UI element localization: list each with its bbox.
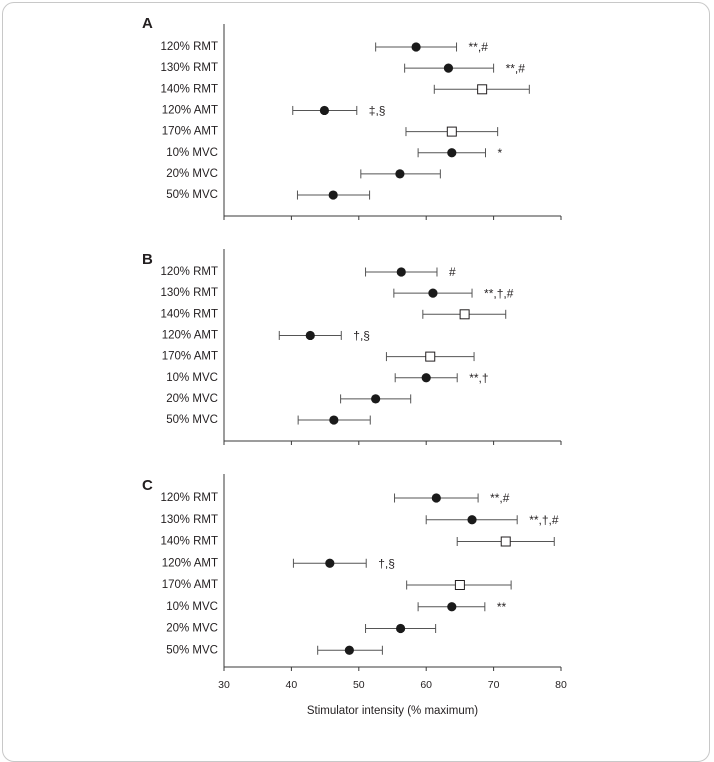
data-point-filled-circle bbox=[395, 169, 404, 178]
y-tick-label: 170% AMT bbox=[161, 125, 218, 138]
panel-label: A bbox=[142, 14, 153, 32]
data-point-filled-circle bbox=[467, 515, 476, 524]
significance-annotation: **,# bbox=[490, 491, 510, 506]
data-point-filled-circle bbox=[411, 42, 420, 51]
data-point-open-square bbox=[447, 127, 456, 136]
data-point-filled-circle bbox=[329, 415, 338, 424]
significance-annotation: †,§ bbox=[378, 556, 395, 571]
data-point-filled-circle bbox=[371, 394, 380, 403]
y-tick-label: 10% MVC bbox=[166, 146, 218, 159]
data-point-filled-circle bbox=[428, 289, 437, 298]
data-point-open-square bbox=[426, 352, 435, 361]
significance-annotation: **,†,# bbox=[529, 512, 559, 527]
y-tick-label: 50% MVC bbox=[166, 644, 218, 657]
data-point-filled-circle bbox=[447, 148, 456, 157]
y-tick-label: 120% AMT bbox=[161, 557, 218, 570]
data-point-filled-circle bbox=[345, 646, 354, 655]
data-point-filled-circle bbox=[444, 64, 453, 73]
y-tick-label: 120% AMT bbox=[161, 329, 218, 342]
y-tick-label: 10% MVC bbox=[166, 371, 218, 384]
data-point-filled-circle bbox=[422, 373, 431, 382]
y-tick-label: 130% RMT bbox=[160, 287, 218, 300]
significance-annotation: **,# bbox=[505, 61, 525, 76]
y-tick-label: 120% RMT bbox=[160, 41, 218, 54]
y-tick-label: 20% MVC bbox=[166, 622, 218, 635]
data-point-filled-circle bbox=[396, 624, 405, 633]
data-point-open-square bbox=[501, 537, 510, 546]
y-tick-label: 50% MVC bbox=[166, 414, 218, 427]
data-point-filled-circle bbox=[447, 602, 456, 611]
y-tick-label: 130% RMT bbox=[160, 513, 218, 526]
x-tick-label: 30 bbox=[218, 679, 230, 691]
y-tick-label: 140% RMT bbox=[160, 83, 218, 96]
data-point-filled-circle bbox=[397, 267, 406, 276]
significance-annotation: ** bbox=[496, 599, 507, 614]
data-point-filled-circle bbox=[320, 106, 329, 115]
significance-annotation: **,†,# bbox=[484, 286, 514, 301]
significance-annotation: ‡,§ bbox=[368, 103, 386, 118]
y-tick-label: 130% RMT bbox=[160, 62, 218, 75]
data-point-filled-circle bbox=[306, 331, 315, 340]
y-tick-label: 170% AMT bbox=[161, 350, 218, 363]
y-tick-label: 120% AMT bbox=[161, 104, 218, 117]
y-tick-label: 20% MVC bbox=[166, 167, 218, 180]
significance-annotation: †,§ bbox=[353, 328, 370, 343]
data-point-open-square bbox=[455, 581, 464, 590]
x-tick-label: 60 bbox=[420, 679, 433, 691]
y-tick-label: 120% RMT bbox=[160, 266, 218, 279]
y-tick-label: 20% MVC bbox=[166, 392, 218, 405]
y-tick-label: 140% RMT bbox=[160, 308, 218, 321]
significance-annotation: **,# bbox=[468, 40, 488, 55]
y-tick-label: 120% RMT bbox=[160, 492, 218, 505]
significance-annotation: # bbox=[448, 265, 456, 280]
x-tick-label: 80 bbox=[555, 679, 567, 691]
y-tick-label: 170% AMT bbox=[161, 579, 218, 592]
data-point-open-square bbox=[460, 310, 469, 319]
data-point-open-square bbox=[478, 85, 487, 94]
significance-annotation: **,† bbox=[469, 370, 489, 385]
y-tick-label: 50% MVC bbox=[166, 189, 218, 202]
data-point-filled-circle bbox=[432, 493, 441, 502]
y-tick-label: 10% MVC bbox=[166, 600, 218, 613]
panel-label: B bbox=[142, 250, 153, 268]
x-tick-label: 50 bbox=[352, 679, 365, 691]
x-tick-label: 70 bbox=[487, 679, 500, 691]
data-point-filled-circle bbox=[329, 190, 338, 199]
x-axis-label: Stimulator intensity (% maximum) bbox=[306, 705, 479, 717]
y-tick-label: 140% RMT bbox=[160, 535, 218, 548]
panel-label: C bbox=[142, 476, 153, 494]
x-tick-label: 40 bbox=[285, 679, 298, 691]
data-point-filled-circle bbox=[325, 559, 334, 568]
significance-annotation: * bbox=[497, 145, 503, 160]
